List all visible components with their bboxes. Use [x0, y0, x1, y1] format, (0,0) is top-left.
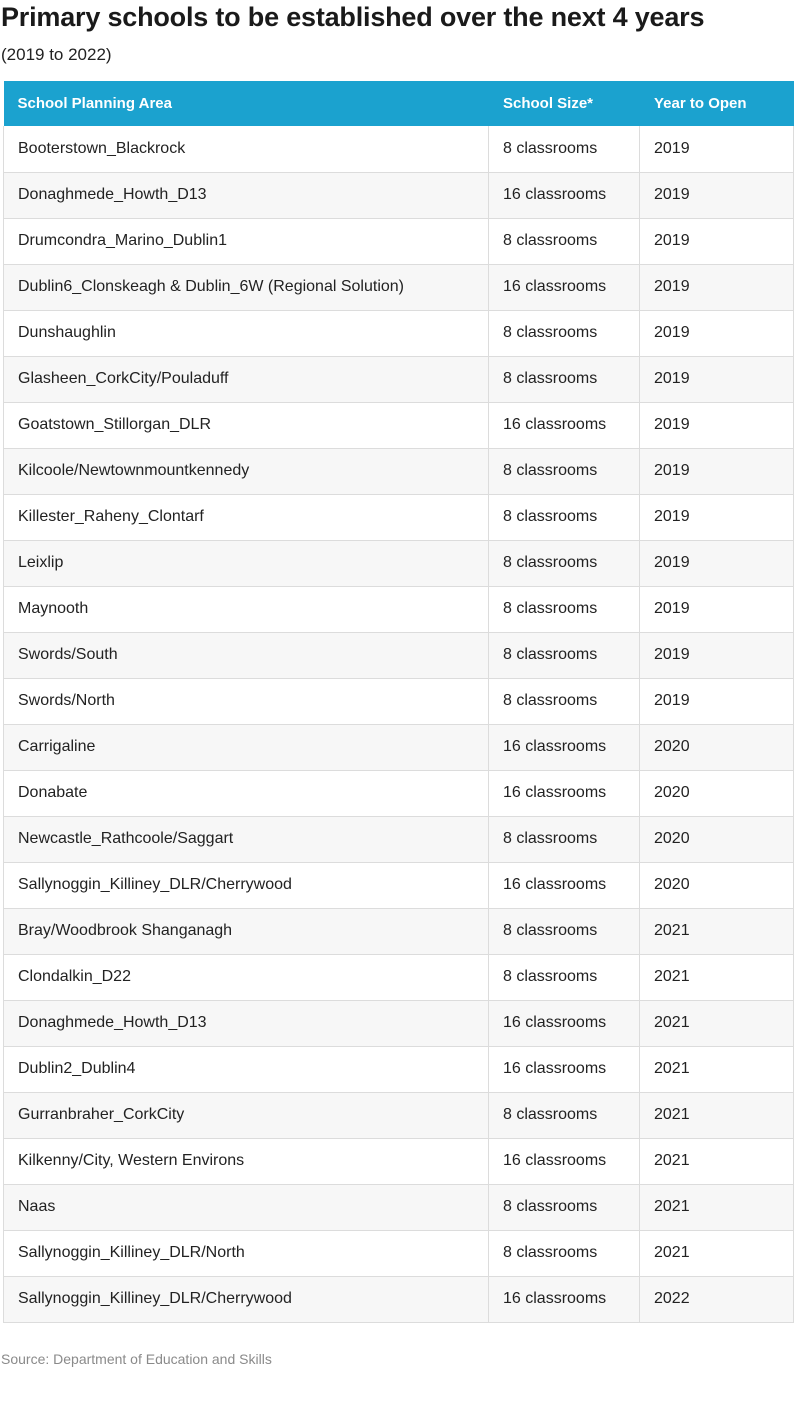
cell-year-to-open: 2022	[640, 1276, 794, 1322]
cell-year-to-open: 2019	[640, 494, 794, 540]
cell-planning-area: Kilkenny/City, Western Environs	[4, 1138, 489, 1184]
cell-planning-area: Donabate	[4, 770, 489, 816]
cell-planning-area: Dunshaughlin	[4, 310, 489, 356]
table-row	[4, 816, 794, 862]
table-row	[4, 448, 794, 494]
table-row	[4, 1184, 794, 1230]
cell-school-size: 8 classrooms	[489, 126, 640, 172]
table-row	[4, 770, 794, 816]
table-header	[4, 81, 794, 126]
cell-school-size: 8 classrooms	[489, 1230, 640, 1276]
cell-year-to-open: 2021	[640, 908, 794, 954]
cell-school-size: 16 classrooms	[489, 1276, 640, 1322]
cell-school-size: 8 classrooms	[489, 678, 640, 724]
table-row	[4, 218, 794, 264]
cell-planning-area: Gurranbraher_CorkCity	[4, 1092, 489, 1138]
column-header-school-size: School Size*	[489, 81, 640, 126]
table-row	[4, 1046, 794, 1092]
cell-year-to-open: 2020	[640, 816, 794, 862]
cell-planning-area: Sallynoggin_Killiney_DLR/Cherrywood	[4, 1276, 489, 1322]
cell-planning-area: Swords/North	[4, 678, 489, 724]
table-row	[4, 586, 794, 632]
table-row	[4, 678, 794, 724]
cell-year-to-open: 2019	[640, 632, 794, 678]
table-row	[4, 1276, 794, 1322]
cell-planning-area: Swords/South	[4, 632, 489, 678]
table-row	[4, 724, 794, 770]
table-row	[4, 402, 794, 448]
table-row	[4, 862, 794, 908]
column-header-planning-area: School Planning Area	[4, 81, 489, 126]
cell-planning-area: Clondalkin_D22	[4, 954, 489, 1000]
table-row	[4, 1138, 794, 1184]
cell-planning-area: Dublin6_Clonskeagh & Dublin_6W (Regional Solution)	[4, 264, 489, 310]
cell-year-to-open: 2021	[640, 1046, 794, 1092]
cell-school-size: 8 classrooms	[489, 1092, 640, 1138]
cell-school-size: 16 classrooms	[489, 402, 640, 448]
cell-planning-area: Drumcondra_Marino_Dublin1	[4, 218, 489, 264]
cell-school-size: 8 classrooms	[489, 1184, 640, 1230]
table-row	[4, 264, 794, 310]
cell-year-to-open: 2020	[640, 862, 794, 908]
cell-school-size: 16 classrooms	[489, 1000, 640, 1046]
cell-school-size: 8 classrooms	[489, 218, 640, 264]
cell-planning-area: Goatstown_Stillorgan_DLR	[4, 402, 489, 448]
cell-year-to-open: 2019	[640, 218, 794, 264]
cell-planning-area: Carrigaline	[4, 724, 489, 770]
cell-year-to-open: 2019	[640, 448, 794, 494]
cell-planning-area: Newcastle_Rathcoole/Saggart	[4, 816, 489, 862]
schools-table	[3, 81, 794, 1323]
cell-year-to-open: 2019	[640, 586, 794, 632]
cell-school-size: 8 classrooms	[489, 310, 640, 356]
cell-year-to-open: 2021	[640, 1092, 794, 1138]
table-row	[4, 1092, 794, 1138]
table-row	[4, 172, 794, 218]
page-title: Primary schools to be established over the next 4 years	[1, 2, 705, 32]
table-body	[4, 126, 794, 1322]
table-header-row	[4, 81, 794, 126]
table-row	[4, 1000, 794, 1046]
cell-year-to-open: 2019	[640, 356, 794, 402]
column-header-year-to-open: Year to Open	[640, 81, 794, 126]
cell-school-size: 8 classrooms	[489, 356, 640, 402]
source-note: Source: Department of Education and Skills	[1, 1351, 272, 1367]
cell-school-size: 8 classrooms	[489, 540, 640, 586]
cell-planning-area: Dublin2_Dublin4	[4, 1046, 489, 1092]
cell-planning-area: Sallynoggin_Killiney_DLR/Cherrywood	[4, 862, 489, 908]
cell-school-size: 8 classrooms	[489, 908, 640, 954]
cell-year-to-open: 2019	[640, 540, 794, 586]
cell-year-to-open: 2019	[640, 402, 794, 448]
table-row	[4, 1230, 794, 1276]
cell-year-to-open: 2019	[640, 310, 794, 356]
cell-year-to-open: 2020	[640, 724, 794, 770]
cell-school-size: 16 classrooms	[489, 1046, 640, 1092]
cell-school-size: 16 classrooms	[489, 770, 640, 816]
cell-school-size: 16 classrooms	[489, 264, 640, 310]
cell-planning-area: Bray/Woodbrook Shanganagh	[4, 908, 489, 954]
cell-school-size: 8 classrooms	[489, 448, 640, 494]
cell-school-size: 16 classrooms	[489, 172, 640, 218]
cell-planning-area: Maynooth	[4, 586, 489, 632]
cell-school-size: 16 classrooms	[489, 724, 640, 770]
table-row	[4, 310, 794, 356]
cell-planning-area: Glasheen_CorkCity/Pouladuff	[4, 356, 489, 402]
cell-year-to-open: 2021	[640, 1138, 794, 1184]
cell-planning-area: Kilcoole/Newtownmountkennedy	[4, 448, 489, 494]
page-subtitle: (2019 to 2022)	[1, 45, 112, 64]
cell-year-to-open: 2021	[640, 1000, 794, 1046]
cell-school-size: 8 classrooms	[489, 816, 640, 862]
cell-planning-area: Booterstown_Blackrock	[4, 126, 489, 172]
cell-planning-area: Donaghmede_Howth_D13	[4, 1000, 489, 1046]
cell-year-to-open: 2019	[640, 126, 794, 172]
table-row	[4, 954, 794, 1000]
table-row	[4, 356, 794, 402]
cell-year-to-open: 2021	[640, 1230, 794, 1276]
cell-year-to-open: 2019	[640, 678, 794, 724]
cell-year-to-open: 2021	[640, 954, 794, 1000]
table-row	[4, 908, 794, 954]
cell-planning-area: Donaghmede_Howth_D13	[4, 172, 489, 218]
table-row	[4, 494, 794, 540]
cell-year-to-open: 2019	[640, 264, 794, 310]
cell-school-size: 8 classrooms	[489, 494, 640, 540]
cell-year-to-open: 2021	[640, 1184, 794, 1230]
cell-school-size: 8 classrooms	[489, 632, 640, 678]
cell-planning-area: Leixlip	[4, 540, 489, 586]
cell-school-size: 16 classrooms	[489, 862, 640, 908]
table-row	[4, 126, 794, 172]
table-row	[4, 540, 794, 586]
cell-planning-area: Sallynoggin_Killiney_DLR/North	[4, 1230, 489, 1276]
schools-table-container	[3, 81, 793, 1323]
cell-school-size: 8 classrooms	[489, 586, 640, 632]
cell-school-size: 16 classrooms	[489, 1138, 640, 1184]
cell-school-size: 8 classrooms	[489, 954, 640, 1000]
cell-planning-area: Killester_Raheny_Clontarf	[4, 494, 489, 540]
cell-year-to-open: 2020	[640, 770, 794, 816]
cell-planning-area: Naas	[4, 1184, 489, 1230]
cell-year-to-open: 2019	[640, 172, 794, 218]
table-row	[4, 632, 794, 678]
